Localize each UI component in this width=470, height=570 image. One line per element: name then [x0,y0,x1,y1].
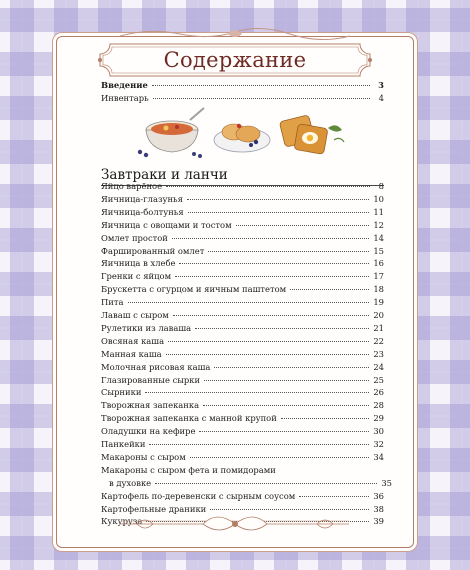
dot-leader [166,186,370,187]
toc-entry[interactable] [101,80,384,93]
toc-entry-label: в духовке [109,477,152,488]
dot-leader [149,444,369,445]
dot-leader [128,302,370,303]
toc-entry-label: Сырники [101,387,142,398]
toc-entry-page: 18 [373,284,384,295]
bottom-ornament-icon [117,512,353,536]
toc-entry-label: Брускетта с огурцом и яичным паштетом [101,284,287,295]
toc-entry-label: Гренки с яйцом [101,271,172,282]
toc-entry-page: 23 [373,348,384,359]
toc-entry-page: 4 [378,92,384,103]
toc-entry-page: 25 [373,374,384,385]
toc-entry[interactable] [101,400,384,413]
toc-entry[interactable] [101,297,384,310]
dot-leader [190,457,370,458]
toc-entry-label: Молочная рисовая каша [101,361,211,372]
toc-entry[interactable] [101,465,384,478]
toc-entry[interactable] [101,387,384,400]
dot-leader [204,380,369,381]
top-ornament-icon [110,26,360,40]
toc-entry-page: 14 [373,232,384,243]
toc-entry-page: 3 [378,80,384,90]
porridge-bowl-icon [138,108,204,158]
toc-entry-page: 39 [373,516,384,527]
toc-entry-label: Яичница-болтунья [101,206,184,217]
toc-entry-page: 15 [373,245,384,256]
dot-leader [299,496,369,497]
dot-leader [172,238,369,239]
section-title: Завтраки и ланчи [101,167,228,183]
toc-entry[interactable] [101,439,384,452]
dot-leader [188,212,370,213]
dot-leader [168,341,369,342]
dot-leader [155,483,377,484]
toast-icon [279,115,344,155]
toc-entry-label: Лаваш с сыром [101,310,169,320]
toc-entry-page: 11 [373,206,384,217]
toc-entry-page: 38 [373,503,384,514]
toc-entry-label: Картофельные драники [101,503,207,514]
toc-entry-page: 8 [378,181,384,191]
toc-entry[interactable] [101,452,384,465]
toc-entry-page: 24 [373,361,384,372]
toc-entry-label: Яичница с овощами и тостом [101,219,232,230]
toc-entry-page: 29 [373,413,384,424]
toc-entry[interactable] [101,220,384,233]
toc-entry-label: Макароны с сыром фета и помидорами [101,464,276,475]
toc-entry-label: Омлет простой [101,232,168,243]
dot-leader [145,392,369,393]
toc-entry-page: 19 [373,297,384,308]
toc-entry-label: Кукуруза [101,516,143,527]
toc-entry[interactable] [101,310,384,323]
dot-leader [214,367,369,368]
toc-entry-label: Творожная запеканка с манной крупой [101,413,277,424]
dot-leader [166,354,370,355]
toc-entry[interactable] [101,233,384,246]
toc-entry[interactable] [101,271,384,284]
toc-entry[interactable] [101,284,384,297]
toc-entry-label: Введение [101,80,148,90]
toc-entry-page: 21 [373,322,384,333]
toc-entry[interactable] [101,426,384,439]
toc-entry-label: Творожная запеканка [101,400,200,411]
toc-entry-page: 26 [373,387,384,398]
toc-entry-page: 12 [373,219,384,230]
toc-entry-page: 35 [381,477,392,488]
toc-entry[interactable] [101,349,384,362]
dot-leader [203,405,369,406]
food-illustrations [130,104,350,160]
toc-entry-label: Картофель по-деревенски с сырным соусом [101,490,296,501]
toc-entry[interactable] [101,246,384,259]
toc-entry[interactable] [101,491,384,504]
toc-entry[interactable] [101,207,384,220]
toc-entry-label: Панкейки [101,439,146,449]
page-title: Содержание [163,48,307,72]
dot-leader [195,328,369,329]
dot-leader [152,85,370,86]
toc-entry-label: Овсяная каша [101,335,165,346]
dot-leader [210,509,369,510]
toc-entry[interactable] [101,181,384,194]
toc-entry-label: Яйцо варёное [101,181,163,191]
dot-leader [175,276,369,277]
toc-entry-label: Глазированные сырки [101,374,201,385]
toc-entry[interactable] [101,362,384,375]
toc-entry-page: 36 [373,490,384,501]
toc-entry-label: Оладушки на кефире [101,426,196,437]
toc-entry-page: 20 [373,310,384,320]
toc-entry-label: Яичница-глазунья [101,193,183,204]
title-frame [96,40,374,80]
toc-entry[interactable] [101,413,384,426]
toc-entry[interactable] [101,375,384,388]
toc-entry[interactable] [101,478,392,491]
pancakes-plate-icon [214,124,270,152]
toc-entry-page: 16 [373,258,384,269]
dot-leader [199,431,369,432]
dot-leader [153,98,370,99]
toc-entry-page: 30 [373,426,384,437]
toc-entry[interactable] [101,194,384,207]
dot-leader [179,263,369,264]
toc-entry-label: Фаршированный омлет [101,245,205,256]
dot-leader [290,289,369,290]
toc-entry-page: 32 [373,439,384,449]
toc-entry-page: 10 [373,193,384,204]
toc-entry-label: Манная каша [101,348,162,359]
toc-entry-page: 17 [373,271,384,282]
toc-entry[interactable] [101,323,384,336]
toc-entry-label: Яичница в хлебе [101,258,176,269]
toc-entry-page: 22 [373,335,384,346]
toc-entry-label: Инвентарь [101,92,149,103]
toc-entry[interactable] [101,336,384,349]
dot-leader [173,315,370,316]
dot-leader [281,418,370,419]
toc-entry-page: 28 [373,400,384,411]
toc-entry-label: Макароны с сыром [101,451,186,462]
dot-leader [208,251,369,252]
toc-entry-label: Рулетики из лаваша [101,322,192,333]
dot-leader [187,199,369,200]
dot-leader [236,225,370,226]
toc-entry-label: Пита [101,297,124,308]
toc-entry-page: 34 [373,451,384,462]
toc-entry[interactable] [101,258,384,271]
